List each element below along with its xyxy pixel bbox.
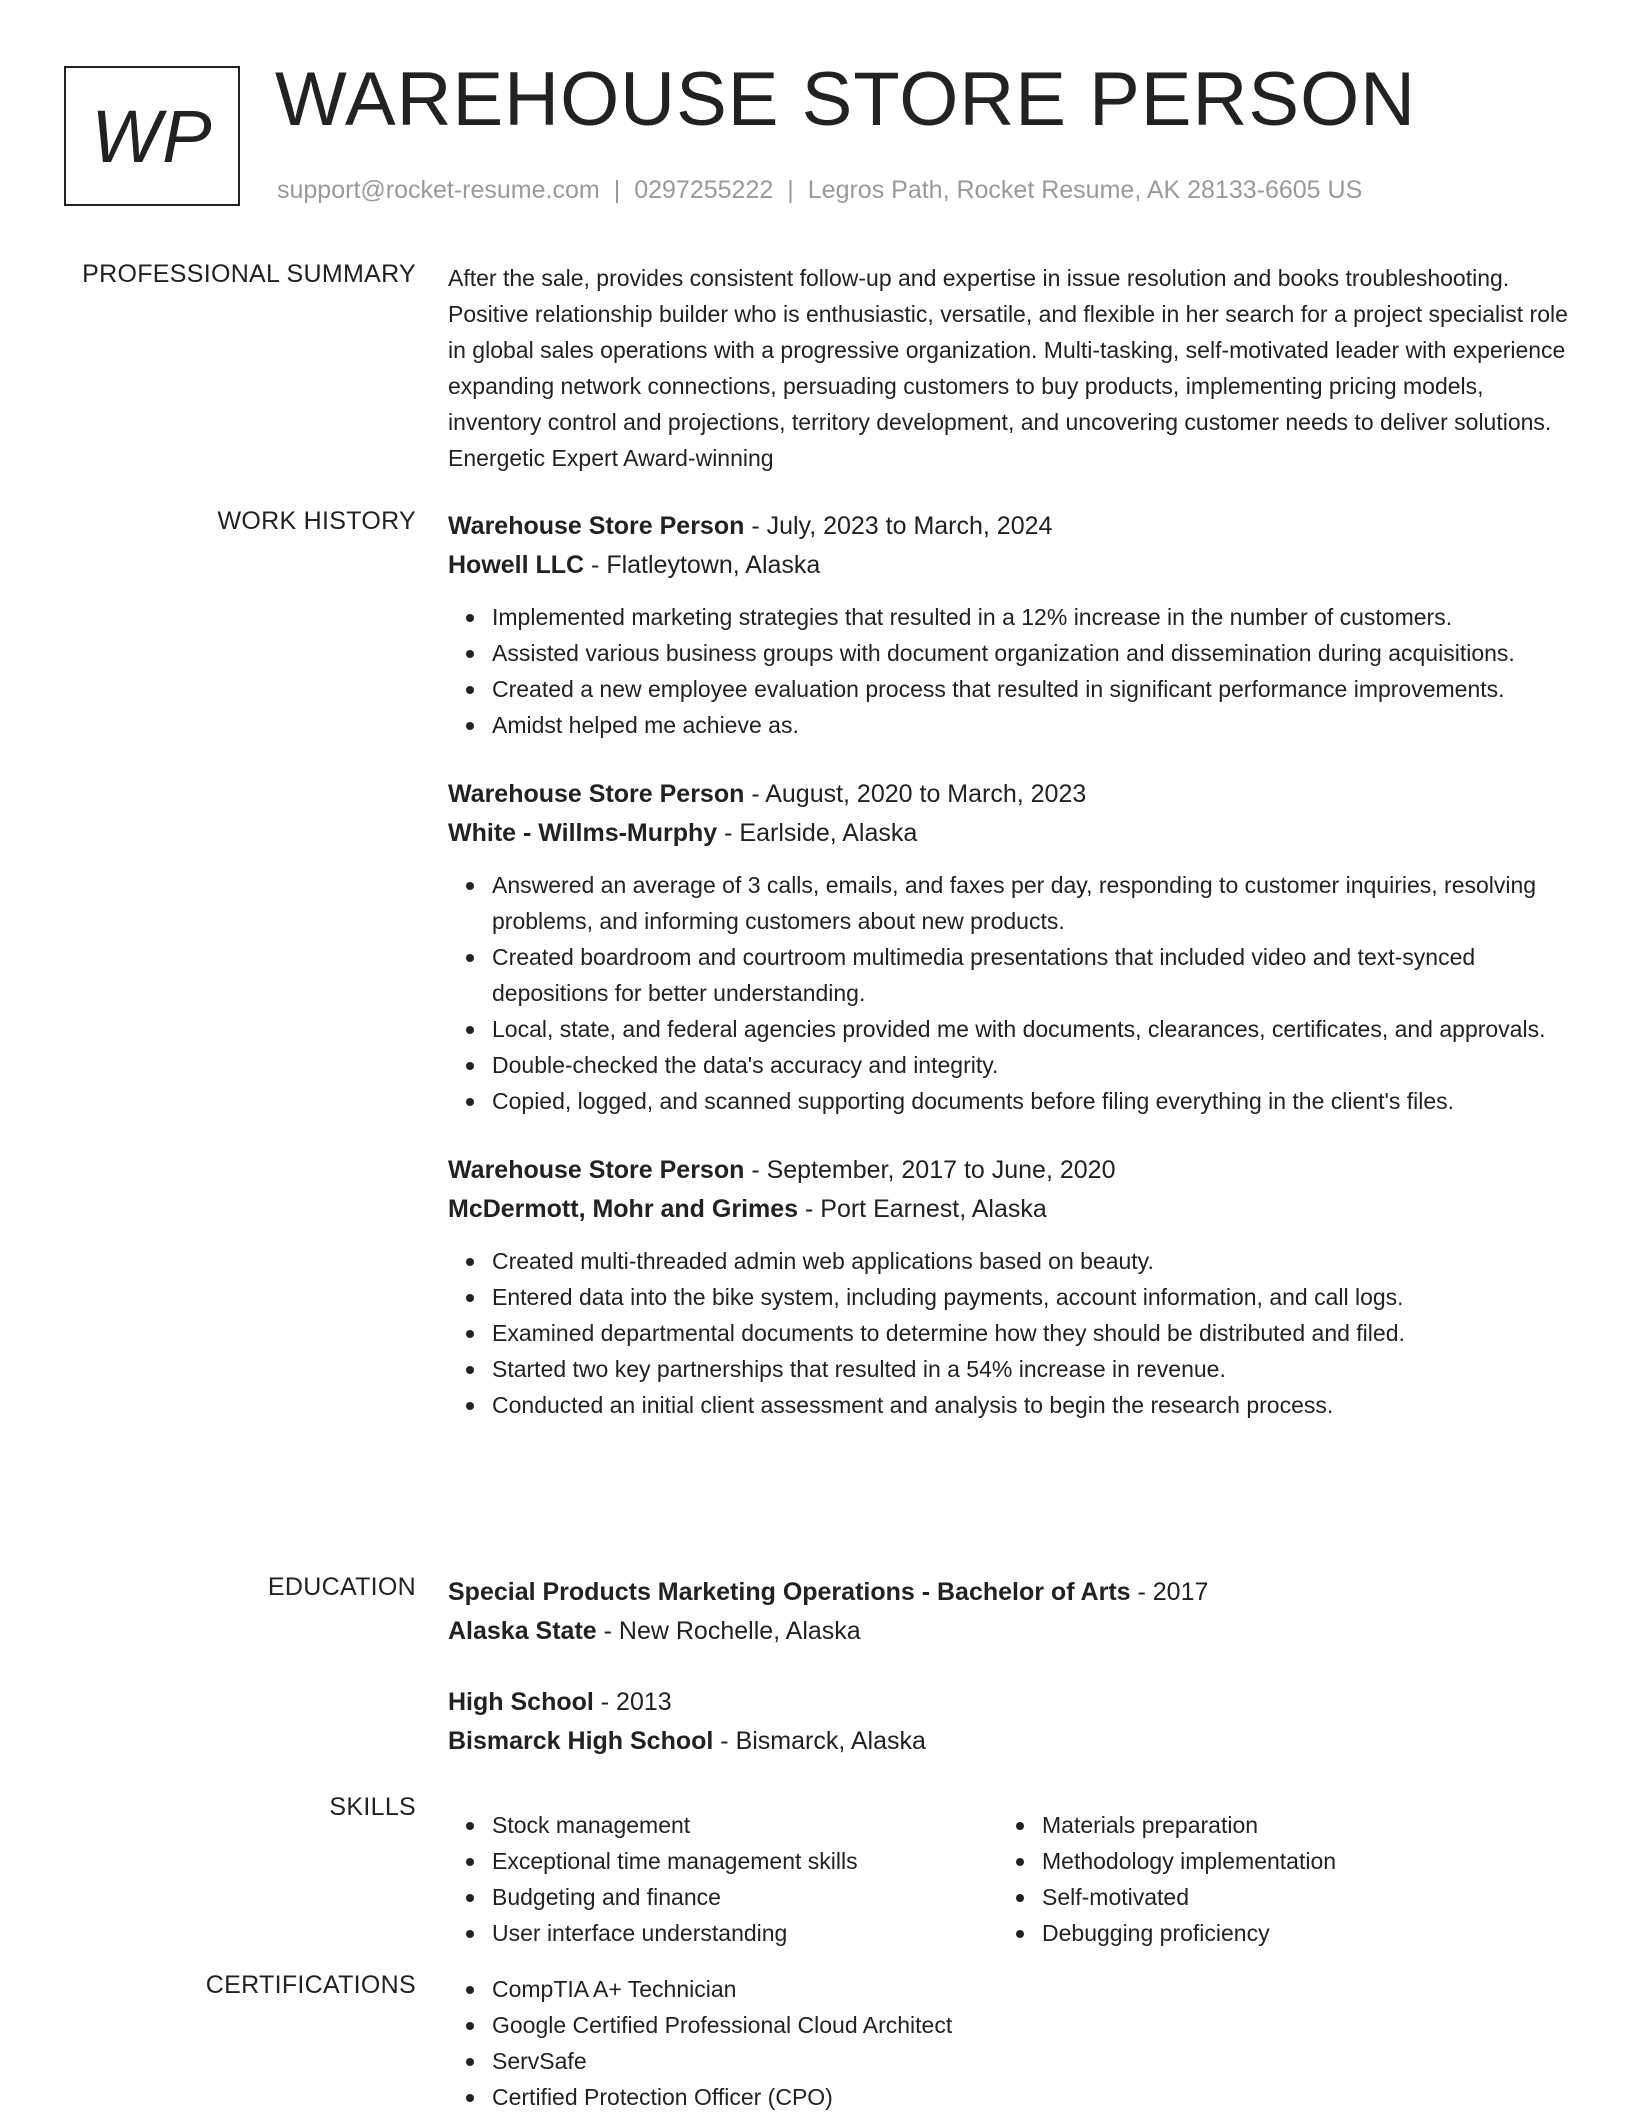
list-item: Google Certified Professional Cloud Architect: [492, 2007, 1568, 2043]
job-location: - Port Earnest, Alaska: [798, 1195, 1047, 1223]
education-body: [448, 1573, 1568, 1761]
job-bullets: [448, 1243, 1568, 1423]
section-label-summary: PROFESSIONAL SUMMARY: [82, 260, 416, 288]
contact-address: Legros Path, Rocket Resume, AK 28133-6605 US: [807, 176, 1363, 204]
education-school: Bismarck High School: [448, 1727, 714, 1755]
contact-line: [277, 176, 1362, 205]
education-location: - Bismarck, Alaska: [713, 1727, 926, 1755]
list-item: User interface understanding: [492, 1915, 858, 1951]
section-label-skills: SKILLS: [329, 1793, 416, 1821]
education-entry: [448, 1683, 1568, 1761]
list-item: Created multi-threaded admin web applications based on beauty.: [492, 1243, 1568, 1279]
job-title: Warehouse Store Person: [448, 512, 745, 540]
job-title-line: [448, 775, 1568, 814]
list-item: Materials preparation: [1042, 1807, 1336, 1843]
job-location: - Earlside, Alaska: [717, 819, 918, 847]
list-item: Started two key partnerships that resulted in a 54% increase in revenue.: [492, 1351, 1568, 1387]
list-item: Created boardroom and courtroom multimedia presentations that included video and text-synced depositions for better understanding.: [492, 939, 1568, 1011]
work-history-body: [448, 507, 1568, 1423]
list-item: CompTIA A+ Technician: [492, 1971, 1568, 2007]
job-title-line: [448, 507, 1568, 546]
job-company: Howell LLC: [448, 551, 585, 579]
list-item: Methodology implementation: [1042, 1843, 1336, 1879]
contact-phone[interactable]: 0297255222: [634, 176, 774, 204]
job-bullets: [448, 599, 1568, 743]
job-company-line: [448, 1190, 1568, 1229]
list-item: Stock management: [492, 1807, 858, 1843]
list-item: Implemented marketing strategies that resulted in a 12% increase in the number of customers.: [492, 599, 1568, 635]
job-dates: - August, 2020 to March, 2023: [744, 780, 1087, 808]
job-dates: - July, 2023 to March, 2024: [744, 512, 1053, 540]
education-school: Alaska State: [448, 1617, 597, 1645]
education-school-line: [448, 1612, 1568, 1651]
job-entry: [448, 775, 1568, 1119]
job-title-line: [448, 1151, 1568, 1190]
education-degree: Special Products Marketing Operations - Bachelor of Arts: [448, 1578, 1131, 1606]
list-item: Amidst helped me achieve as.: [492, 707, 1568, 743]
list-item: Entered data into the bike system, including payments, account information, and call logs.: [492, 1279, 1568, 1315]
skills-body: [448, 1793, 1568, 1946]
list-item: Assisted various business groups with document organization and dissemination during acquisitions.: [492, 635, 1568, 671]
job-entry: [448, 507, 1568, 743]
job-company-line: [448, 546, 1568, 585]
job-entry: [448, 1151, 1568, 1423]
education-entry: [448, 1573, 1568, 1651]
list-item: Self-motivated: [1042, 1879, 1336, 1915]
skills-columns: [448, 1793, 1568, 1946]
list-item: Copied, logged, and scanned supporting documents before filing everything in the client's files.: [492, 1083, 1568, 1119]
education-school-line: [448, 1722, 1568, 1761]
certifications-list: [448, 1971, 1568, 2115]
list-item: Debugging proficiency: [1042, 1915, 1336, 1951]
list-item: Double-checked the data's accuracy and integrity.: [492, 1047, 1568, 1083]
section-label-education: EDUCATION: [267, 1573, 416, 1601]
skills-list-right: [998, 1807, 1336, 1951]
list-item: Created a new employee evaluation process that resulted in significant performance improvements.: [492, 671, 1568, 707]
education-degree-line: [448, 1683, 1568, 1722]
resume-name: WAREHOUSE STORE PERSON: [275, 57, 1417, 142]
summary-body: [448, 260, 1568, 476]
education-degree: High School: [448, 1688, 594, 1716]
job-title: Warehouse Store Person: [448, 1156, 745, 1184]
job-title: Warehouse Store Person: [448, 780, 745, 808]
certifications-body: [448, 1971, 1568, 2115]
contact-separator: |: [787, 176, 794, 204]
education-degree-line: [448, 1573, 1568, 1612]
summary-text: After the sale, provides consistent follow-up and expertise in issue resolution and books troubleshooting. Positive relationship builder who is enthusiastic, versatile, and flexible in her search for a project specialist role in global sales operations with a progressive organization. Multi-tasking, self-motivated leader with experience expanding network connections, persuading customers to buy products, implementing pricing models, inventory control and projections, territory development, and uncovering customer needs to deliver solutions. Energetic Expert Award-winning: [448, 265, 1568, 471]
job-dates: - September, 2017 to June, 2020: [744, 1156, 1116, 1184]
job-company: White - Willms-Murphy: [448, 819, 718, 847]
section-label-work-history: WORK HISTORY: [217, 507, 416, 535]
job-company-line: [448, 814, 1568, 853]
list-item: Certified Protection Officer (CPO): [492, 2079, 1568, 2115]
education-location: - New Rochelle, Alaska: [596, 1617, 861, 1645]
list-item: Local, state, and federal agencies provided me with documents, clearances, certificates, and approvals.: [492, 1011, 1568, 1047]
education-year: - 2017: [1130, 1578, 1209, 1606]
job-company: McDermott, Mohr and Grimes: [448, 1195, 799, 1223]
list-item: Exceptional time management skills: [492, 1843, 858, 1879]
monogram-logo: WP: [64, 66, 240, 206]
list-item: Examined departmental documents to determine how they should be distributed and filed.: [492, 1315, 1568, 1351]
job-location: - Flatleytown, Alaska: [584, 551, 821, 579]
list-item: Budgeting and finance: [492, 1879, 858, 1915]
skills-list-left: [448, 1807, 858, 1951]
contact-email[interactable]: support@rocket-resume.com: [277, 176, 600, 204]
job-bullets: [448, 867, 1568, 1119]
list-item: Answered an average of 3 calls, emails, and faxes per day, responding to customer inquiries, resolving problems, and informing customers about new products.: [492, 867, 1568, 939]
list-item: Conducted an initial client assessment and analysis to begin the research process.: [492, 1387, 1568, 1423]
contact-separator: |: [613, 176, 621, 204]
education-year: - 2013: [593, 1688, 672, 1716]
list-item: ServSafe: [492, 2043, 1568, 2079]
section-label-certifications: CERTIFICATIONS: [205, 1971, 416, 1999]
